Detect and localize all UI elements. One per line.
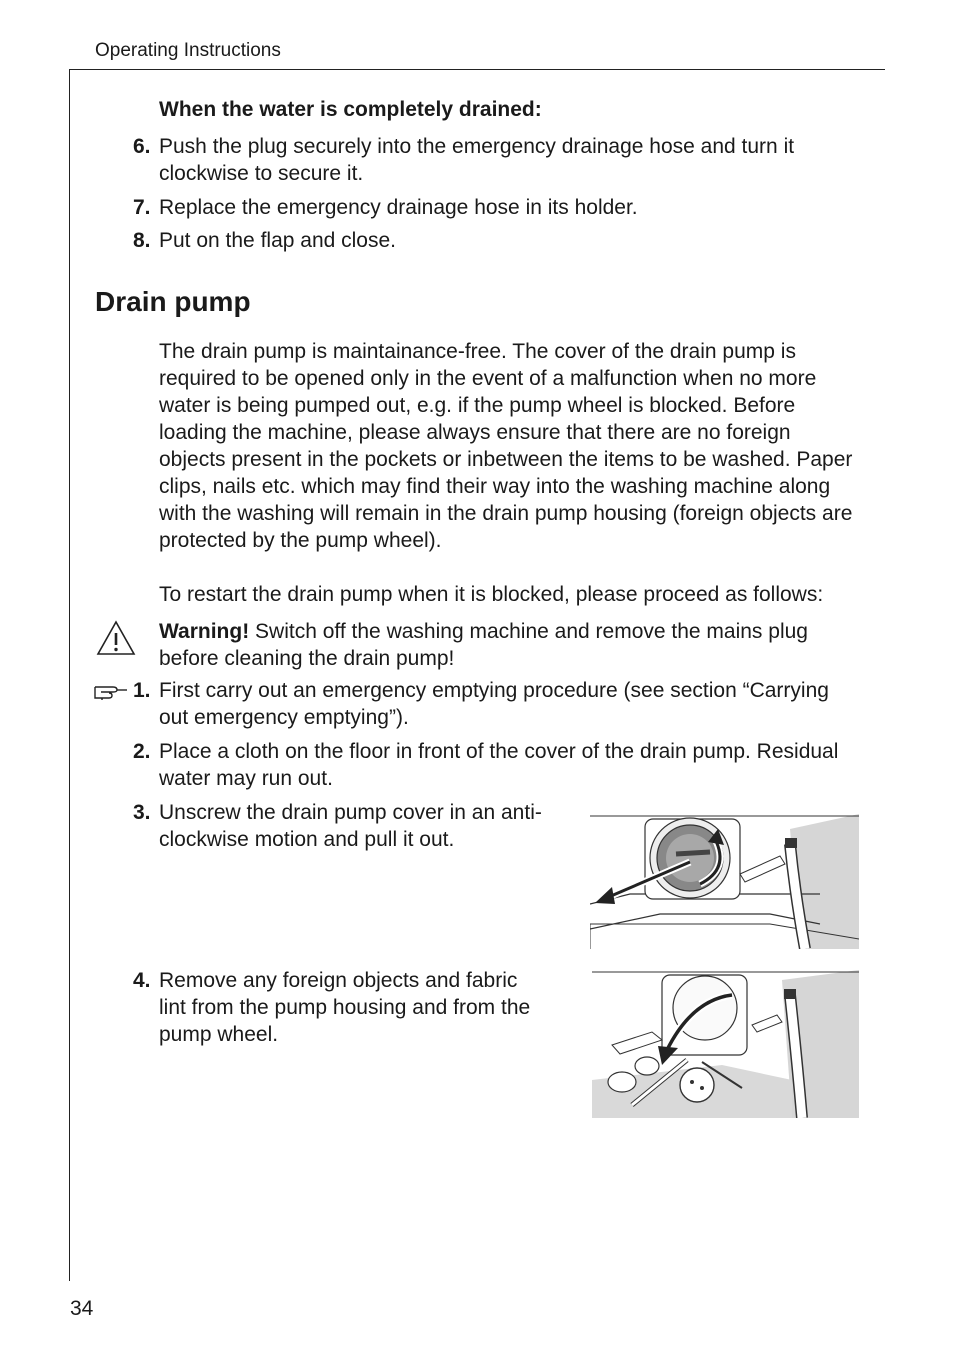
warning-paragraph bbox=[159, 618, 861, 672]
warning-label: Warning! bbox=[159, 620, 250, 643]
step-number: 1. bbox=[133, 679, 151, 702]
warning-triangle-icon bbox=[95, 619, 137, 662]
step-number: 2. bbox=[133, 740, 151, 763]
margin-rule bbox=[69, 69, 70, 1281]
foreign-objects-illustration bbox=[592, 970, 859, 1118]
step-text: Push the plug securely into the emergency drainage hose and turn it clockwise to secure it. bbox=[159, 135, 795, 185]
restart-paragraph: To restart the drain pump when it is blocked, please proceed as follows: bbox=[159, 583, 824, 606]
step-text: Remove any foreign objects and fabric lint from the pump housing and from the pump wheel. bbox=[159, 969, 531, 1046]
page-number: 34 bbox=[70, 1297, 94, 1320]
header-rule bbox=[70, 69, 885, 70]
step-number: 3. bbox=[133, 801, 151, 824]
step-number: 6. bbox=[133, 135, 151, 158]
step-number: 8. bbox=[133, 229, 151, 252]
drained-heading: When the water is completely drained: bbox=[159, 98, 542, 121]
step-text: First carry out an emergency emptying procedure (see section “Carrying out emergency emptying”). bbox=[159, 679, 829, 729]
warning-text: Switch off the washing machine and remove the mains plug before cleaning the drain pump! bbox=[159, 620, 808, 670]
pointing-hand-icon bbox=[93, 680, 129, 707]
step-number: 4. bbox=[133, 969, 151, 992]
section-title: Drain pump bbox=[95, 286, 251, 317]
step-text: Put on the flap and close. bbox=[159, 229, 396, 252]
intro-paragraph: The drain pump is maintainance-free. The cover of the drain pump is required to be opened only in the event of a malfunction when no more water is being pumped out, e.g. if the pump wheel is blocked. Before loading the machine, please always ensure that there are no foreign objects present in the pockets or inbetween the items to be washed. Paper clips, nails etc. which may find their way into the washing machine along with the washing will remain in the drain pump housing (foreign objects are protected by the pump wheel). bbox=[159, 340, 853, 552]
step-text: Place a cloth on the floor in front of the cover of the drain pump. Residual water may run out. bbox=[159, 740, 839, 790]
step-text: Replace the emergency drainage hose in its holder. bbox=[159, 196, 638, 219]
step-number: 7. bbox=[133, 196, 151, 219]
running-header: Operating Instructions bbox=[95, 40, 281, 61]
step-text: Unscrew the drain pump cover in an anti-clockwise motion and pull it out. bbox=[159, 801, 542, 851]
pump-cover-illustration bbox=[590, 814, 859, 949]
